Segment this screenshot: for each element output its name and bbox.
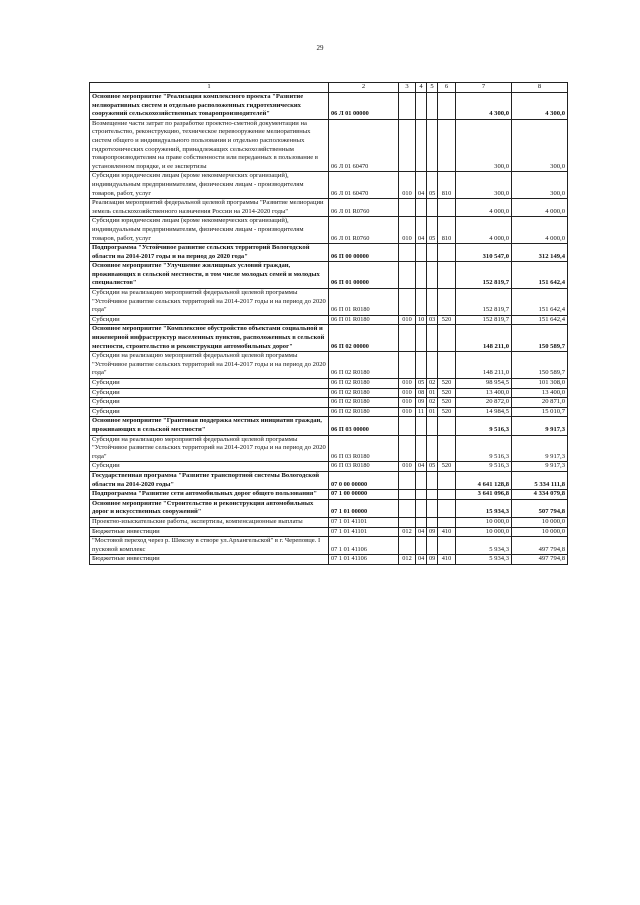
department-code: [399, 244, 416, 262]
subsection-code: [427, 262, 438, 289]
amount-year-1: 14 984,5: [456, 407, 512, 417]
subsection-code: 01: [427, 388, 438, 398]
subsection-code: 09: [427, 555, 438, 565]
expense-type-code: [438, 517, 456, 527]
target-article-code: 06 П 02 R0180: [329, 407, 399, 417]
table-row: [90, 199, 568, 217]
section-code: [416, 93, 427, 120]
table-row: [90, 325, 568, 352]
section-code: [416, 199, 427, 217]
target-article-code: 07 1 01 41106: [329, 537, 399, 555]
amount-year-2: 300,0: [512, 119, 568, 172]
table-row: [90, 172, 568, 199]
amount-year-2: 4 334 079,8: [512, 490, 568, 500]
expense-type-code: [438, 435, 456, 462]
subsection-code: 05: [427, 462, 438, 472]
expense-type-code: [438, 537, 456, 555]
expense-type-code: [438, 499, 456, 517]
expense-type-code: [438, 325, 456, 352]
row-name-cell: Основное мероприятие "Строительство и реконструкция автомобильных дорог и искусственных сооружений": [90, 499, 329, 517]
target-article-code: 06 П 03 R0180: [329, 462, 399, 472]
target-article-code: 06 П 02 00000: [329, 325, 399, 352]
row-name-cell: Подпрограмма "Устойчивое развитие сельских территорий Вологодской области на 2014-2017 годы и на период до 2020 года": [90, 244, 329, 262]
column-header: 8: [512, 83, 568, 93]
subsection-code: [427, 499, 438, 517]
subsection-code: 05: [427, 172, 438, 199]
section-code: [416, 325, 427, 352]
amount-year-2: 20 871,0: [512, 398, 568, 408]
amount-year-2: 151 642,4: [512, 262, 568, 289]
department-code: 010: [399, 315, 416, 325]
column-header: 3: [399, 83, 416, 93]
department-code: [399, 262, 416, 289]
target-article-code: 06 П 02 R0180: [329, 398, 399, 408]
target-article-code: 06 П 01 R0180: [329, 315, 399, 325]
amount-year-2: 507 794,8: [512, 499, 568, 517]
department-code: [399, 119, 416, 172]
table-row: [90, 462, 568, 472]
expense-type-code: [438, 490, 456, 500]
amount-year-1: 4 641 128,8: [456, 471, 512, 489]
section-code: [416, 244, 427, 262]
target-article-code: 07 1 01 00000: [329, 499, 399, 517]
department-code: [399, 199, 416, 217]
table-row: [90, 517, 568, 527]
row-name-cell: Субсидии на реализацию мероприятий федеральной целевой программы "Устойчивое развитие сельских территорий на 2014-2017 годы и на период до 2020 года": [90, 289, 329, 316]
subsection-code: [427, 517, 438, 527]
row-name-cell: Подпрограмма "Развитие сети автомобильных дорог общего пользования": [90, 490, 329, 500]
section-code: [416, 417, 427, 435]
subsection-code: [427, 537, 438, 555]
row-name-cell: Основное мероприятие "Комплексное обустройство объектами социальной и инженерной инфраструктур населенных пунктов, расположенных в сельской местности, строительство и реконструкция автомобильных дорог": [90, 325, 329, 352]
amount-year-1: 300,0: [456, 172, 512, 199]
department-code: [399, 352, 416, 379]
expense-type-code: [438, 262, 456, 289]
amount-year-2: 150 589,7: [512, 325, 568, 352]
expense-type-code: 520: [438, 379, 456, 389]
table-row: [90, 490, 568, 500]
subsection-code: [427, 417, 438, 435]
header-row: [90, 83, 568, 93]
subsection-code: 05: [427, 217, 438, 244]
row-name-cell: Основное мероприятие "Реализация комплексного проекта "Развитие мелиоративных систем и отдельно расположенных гидротехнических сооружений сельскохозяйственных товаропроизводителей": [90, 93, 329, 120]
amount-year-2: 9 917,3: [512, 417, 568, 435]
section-code: 04: [416, 555, 427, 565]
amount-year-1: 4 000,0: [456, 199, 512, 217]
department-code: [399, 517, 416, 527]
row-name-cell: Субсидии: [90, 388, 329, 398]
subsection-code: [427, 471, 438, 489]
expense-type-code: [438, 93, 456, 120]
amount-year-2: 151 642,4: [512, 315, 568, 325]
amount-year-2: 9 917,3: [512, 435, 568, 462]
row-name-cell: Субсидии юридическим лицам (кроме некоммерческих организаций), индивидуальным предпринимателям, физическим лицам - производителям товаров, работ, услуг: [90, 217, 329, 244]
table-row: [90, 289, 568, 316]
subsection-code: 03: [427, 315, 438, 325]
subsection-code: 02: [427, 379, 438, 389]
expense-type-code: 520: [438, 398, 456, 408]
amount-year-1: 152 819,7: [456, 315, 512, 325]
section-code: [416, 499, 427, 517]
amount-year-1: 20 872,0: [456, 398, 512, 408]
row-name-cell: Субсидии: [90, 315, 329, 325]
section-code: [416, 435, 427, 462]
amount-year-2: 151 642,4: [512, 289, 568, 316]
amount-year-1: 4 300,0: [456, 93, 512, 120]
subsection-code: [427, 289, 438, 316]
table-row: [90, 407, 568, 417]
section-code: 04: [416, 462, 427, 472]
row-name-cell: Субсидии на реализацию мероприятий федеральной целевой программы "Устойчивое развитие сельских территорий на 2014-2017 годы и на период до 2020 года": [90, 352, 329, 379]
amount-year-2: 15 010,7: [512, 407, 568, 417]
subsection-code: 09: [427, 527, 438, 537]
subsection-code: [427, 199, 438, 217]
subsection-code: 01: [427, 407, 438, 417]
amount-year-1: 5 934,3: [456, 537, 512, 555]
expense-type-code: 410: [438, 527, 456, 537]
table-row: [90, 527, 568, 537]
table-row: [90, 417, 568, 435]
amount-year-1: 10 000,0: [456, 517, 512, 527]
column-header: 1: [90, 83, 329, 93]
amount-year-2: 101 308,0: [512, 379, 568, 389]
expense-type-code: [438, 199, 456, 217]
department-code: 010: [399, 407, 416, 417]
budget-table: [89, 82, 568, 565]
table-row: [90, 435, 568, 462]
amount-year-1: 152 819,7: [456, 262, 512, 289]
amount-year-1: 310 547,0: [456, 244, 512, 262]
amount-year-2: 13 400,0: [512, 388, 568, 398]
row-name-cell: Субсидии: [90, 398, 329, 408]
amount-year-1: 9 516,3: [456, 435, 512, 462]
section-code: [416, 352, 427, 379]
column-header: 7: [456, 83, 512, 93]
section-code: [416, 289, 427, 316]
target-article-code: 07 1 01 41101: [329, 517, 399, 527]
table-row: [90, 388, 568, 398]
expense-type-code: 810: [438, 172, 456, 199]
table-row: [90, 262, 568, 289]
row-name-cell: Проектно-изыскательские работы, экспертизы, компенсационные выплаты: [90, 517, 329, 527]
row-name-cell: Субсидии: [90, 407, 329, 417]
amount-year-1: 4 000,0: [456, 217, 512, 244]
row-name-cell: Бюджетные инвестиции: [90, 555, 329, 565]
table-row: [90, 398, 568, 408]
target-article-code: 06 П 03 00000: [329, 417, 399, 435]
target-article-code: 06 Л 01 00000: [329, 93, 399, 120]
department-code: [399, 325, 416, 352]
section-code: [416, 471, 427, 489]
expense-type-code: 810: [438, 217, 456, 244]
amount-year-2: 10 000,0: [512, 517, 568, 527]
row-name-cell: Бюджетные инвестиции: [90, 527, 329, 537]
department-code: [399, 417, 416, 435]
section-code: 08: [416, 388, 427, 398]
expense-type-code: [438, 471, 456, 489]
target-article-code: 07 1 01 41106: [329, 555, 399, 565]
section-code: 04: [416, 217, 427, 244]
amount-year-2: 497 794,8: [512, 537, 568, 555]
amount-year-2: 312 149,4: [512, 244, 568, 262]
target-article-code: 06 Л 01 R0760: [329, 217, 399, 244]
expense-type-code: [438, 417, 456, 435]
amount-year-1: 9 516,3: [456, 417, 512, 435]
table-row: [90, 119, 568, 172]
department-code: 010: [399, 172, 416, 199]
amount-year-1: 152 819,7: [456, 289, 512, 316]
table-row: [90, 499, 568, 517]
amount-year-1: 5 934,3: [456, 555, 512, 565]
expense-type-code: [438, 352, 456, 379]
row-name-cell: Государственная программа "Развитие транспортной системы Вологодской области на 2014-2020 годы": [90, 471, 329, 489]
target-article-code: 07 0 00 00000: [329, 471, 399, 489]
department-code: 010: [399, 379, 416, 389]
row-name-cell: Возмещение части затрат по разработке проектно-сметной документации на строительство, реконструкцию, техническое перевооружение мелиоративных систем общего и индивидуального пользования и отдельно расположенных гидротехнических сооружений, принадлежащих сельскохозяйственным товаропроизводителям на праве собственности или переданных в пользование в установленном порядке, и ее экспертизы: [90, 119, 329, 172]
amount-year-1: 9 516,3: [456, 462, 512, 472]
amount-year-2: 150 589,7: [512, 352, 568, 379]
row-name-cell: "Мостовой переход через р. Шексну в створе ул.Архангельской" в г. Череповце. I пусковой комплекс: [90, 537, 329, 555]
amount-year-1: 300,0: [456, 119, 512, 172]
amount-year-1: 98 954,5: [456, 379, 512, 389]
target-article-code: 06 П 02 R0180: [329, 352, 399, 379]
department-code: [399, 93, 416, 120]
department-code: [399, 490, 416, 500]
column-header: 2: [329, 83, 399, 93]
table-row: [90, 217, 568, 244]
section-code: 04: [416, 527, 427, 537]
amount-year-2: 9 917,3: [512, 462, 568, 472]
target-article-code: 06 П 03 R0180: [329, 435, 399, 462]
department-code: [399, 537, 416, 555]
column-header: 6: [438, 83, 456, 93]
expense-type-code: [438, 244, 456, 262]
department-code: 010: [399, 462, 416, 472]
target-article-code: 06 П 01 00000: [329, 262, 399, 289]
amount-year-1: 148 211,0: [456, 352, 512, 379]
section-code: 10: [416, 315, 427, 325]
row-name-cell: Субсидии на реализацию мероприятий федеральной целевой программы "Устойчивое развитие сельских территорий на 2014-2017 годы и на период до 2020 года": [90, 435, 329, 462]
amount-year-2: 300,0: [512, 172, 568, 199]
section-code: [416, 262, 427, 289]
expense-type-code: 410: [438, 555, 456, 565]
table-row: [90, 471, 568, 489]
subsection-code: [427, 490, 438, 500]
target-article-code: 06 Л 01 60470: [329, 119, 399, 172]
column-header: 4: [416, 83, 427, 93]
amount-year-2: 5 334 111,8: [512, 471, 568, 489]
column-header: 5: [427, 83, 438, 93]
target-article-code: 06 П 00 00000: [329, 244, 399, 262]
department-code: [399, 435, 416, 462]
section-code: 04: [416, 172, 427, 199]
table-row: [90, 555, 568, 565]
expense-type-code: [438, 289, 456, 316]
department-code: [399, 289, 416, 316]
section-code: 09: [416, 398, 427, 408]
expense-type-code: 520: [438, 462, 456, 472]
amount-year-1: 3 641 096,8: [456, 490, 512, 500]
subsection-code: [427, 93, 438, 120]
amount-year-1: 13 400,0: [456, 388, 512, 398]
row-name-cell: Субсидии юридическим лицам (кроме некоммерческих организаций), индивидуальным предпринимателям, физическим лицам - производителям товаров, работ, услуг: [90, 172, 329, 199]
row-name-cell: Реализация мероприятий федеральной целевой программы "Развитие мелиорации земель сельскохозяйственного назначения России на 2014-2020 годы": [90, 199, 329, 217]
expense-type-code: 520: [438, 388, 456, 398]
department-code: [399, 499, 416, 517]
row-name-cell: Субсидии: [90, 462, 329, 472]
target-article-code: 07 1 01 41101: [329, 527, 399, 537]
target-article-code: 06 П 02 R0180: [329, 379, 399, 389]
department-code: 010: [399, 398, 416, 408]
subsection-code: [427, 325, 438, 352]
subsection-code: [427, 435, 438, 462]
department-code: 012: [399, 527, 416, 537]
table-row: [90, 379, 568, 389]
amount-year-1: 148 211,0: [456, 325, 512, 352]
department-code: [399, 471, 416, 489]
amount-year-2: 10 000,0: [512, 527, 568, 537]
table-row: [90, 93, 568, 120]
section-code: [416, 119, 427, 172]
row-name-cell: Субсидии: [90, 379, 329, 389]
expense-type-code: 520: [438, 407, 456, 417]
target-article-code: 07 1 00 00000: [329, 490, 399, 500]
target-article-code: 06 П 02 R0180: [329, 388, 399, 398]
row-name-cell: Основное мероприятие "Улучшение жилищных условий граждан, проживающих в сельской местности, в том числе молодых семей и молодых специалистов": [90, 262, 329, 289]
amount-year-2: 4 000,0: [512, 199, 568, 217]
table-row: [90, 352, 568, 379]
table-row: [90, 244, 568, 262]
department-code: 010: [399, 388, 416, 398]
amount-year-1: 10 000,0: [456, 527, 512, 537]
amount-year-1: 15 934,3: [456, 499, 512, 517]
section-code: [416, 517, 427, 527]
subsection-code: [427, 119, 438, 172]
section-code: [416, 537, 427, 555]
amount-year-2: 497 794,8: [512, 555, 568, 565]
amount-year-2: 4 300,0: [512, 93, 568, 120]
section-code: 11: [416, 407, 427, 417]
subsection-code: [427, 352, 438, 379]
target-article-code: 06 Л 01 R0760: [329, 199, 399, 217]
target-article-code: 06 П 01 R0180: [329, 289, 399, 316]
target-article-code: 06 Л 01 60470: [329, 172, 399, 199]
table-row: [90, 315, 568, 325]
department-code: 012: [399, 555, 416, 565]
expense-type-code: 520: [438, 315, 456, 325]
subsection-code: 02: [427, 398, 438, 408]
table-row: [90, 537, 568, 555]
row-name-cell: Основное мероприятие "Грантовая поддержка местных инициатив граждан, проживающих в сельской местности": [90, 417, 329, 435]
section-code: [416, 490, 427, 500]
subsection-code: [427, 244, 438, 262]
department-code: 010: [399, 217, 416, 244]
expense-type-code: [438, 119, 456, 172]
page-number: 29: [316, 44, 324, 52]
section-code: 05: [416, 379, 427, 389]
amount-year-2: 4 000,0: [512, 217, 568, 244]
